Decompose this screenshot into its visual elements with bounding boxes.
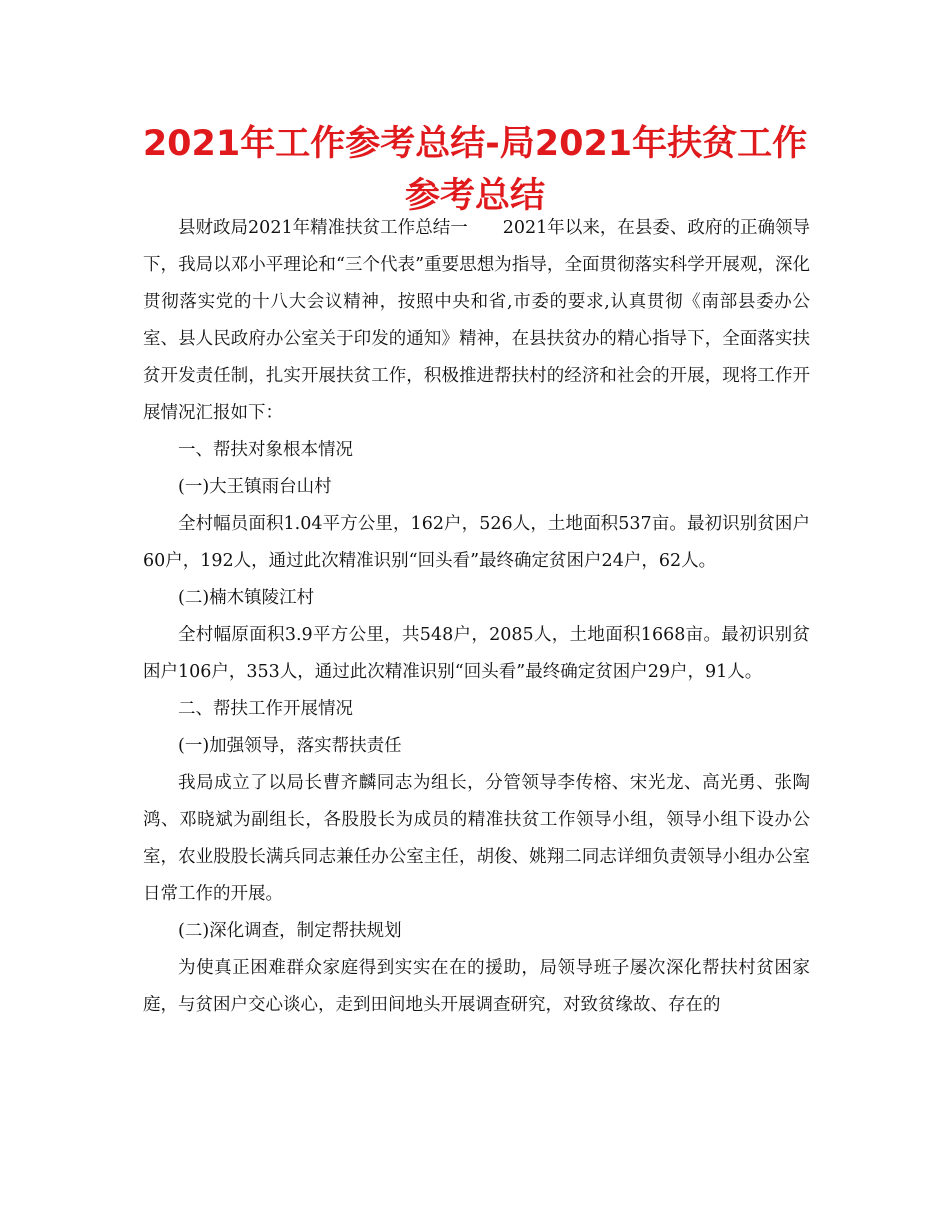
document-title: 2021年工作参考总结-局2021年扶贫工作参考总结 xyxy=(142,124,808,216)
section-heading-1: 一、帮扶对象根本情况 xyxy=(178,440,353,460)
subsection-heading-leadership: (一)加强领导，落实帮扶责任 xyxy=(178,736,402,756)
subsection-heading-dawang: (一)大王镇雨台山村 xyxy=(178,477,332,497)
paragraph-investigation: 为使真正困难群众家庭得到实实在在的援助，局领导班子屡次深化帮扶村贫困家庭，与贫困户交心谈心，走到田间地头开展调查研究，对致贫缘故、存在的 xyxy=(143,958,810,1015)
paragraph-nanmu-village: 全村幅原面积3.9平方公里，共548户，2085人，土地面积1668亩。最初识别贫困户106户，353人，通过此次精准识别“回头看”最终确定贫困户29户，91人。 xyxy=(143,625,810,682)
paragraph-leadership: 我局成立了以局长曹齐麟同志为组长，分管领导李传榕、宋光龙、高光勇、张陶鸿、邓晓斌为副组长，各股股长为成员的精准扶贫工作领导小组，领导小组下设办公室，农业股股长满兵同志兼任办公室主任，胡俊、姚翔二同志详细负责领导小组办公室日常工作的开展。 xyxy=(143,773,810,904)
subsection-heading-investigation: (二)深化调查，制定帮扶规划 xyxy=(178,921,402,941)
document-body xyxy=(143,210,810,1024)
section-heading-2: 二、帮扶工作开展情况 xyxy=(178,699,353,719)
paragraph-dawang-village: 全村幅员面积1.04平方公里，162户，526人，土地面积537亩。最初识别贫困户60户，192人，通过此次精准识别“回头看”最终确定贫困户24户，62人。 xyxy=(143,514,810,571)
subsection-heading-nanmu: (二)楠木镇陵江村 xyxy=(178,588,315,608)
intro-paragraph: 县财政局2021年精准扶贫工作总结一 2021年以来，在县委、政府的正确领导下，我局以邓小平理论和“三个代表”重要思想为指导，全面贯彻落实科学开展观，深化贯彻落实党的十八大会议精神，按照中央和省,市委的要求,认真贯彻《南部县委办公室、县人民政府办公室关于印发的通知》精神，在县扶贫办的精心指导下，全面落实扶贫开发责任制，扎实开展扶贫工作，积极推进帮扶村的经济和社会的开展，现将工作开展情况汇报如下： xyxy=(143,218,810,423)
